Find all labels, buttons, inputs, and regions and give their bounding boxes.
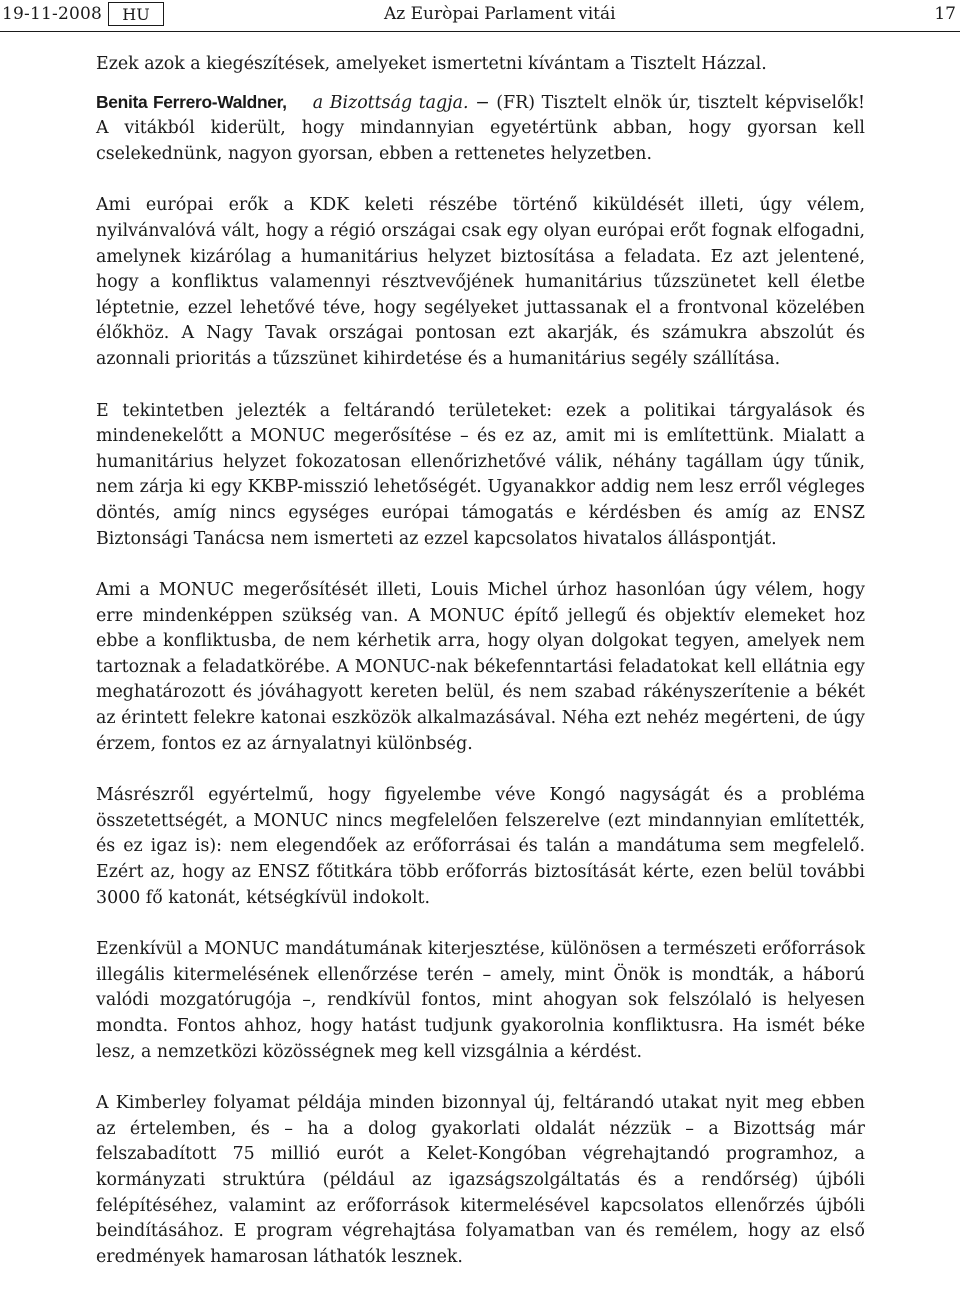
header-date: 19-11-2008 <box>2 4 103 24</box>
paragraph-congo-size: Másrészről egyértelmű, hogy figyelembe véve Kongó nagyságát és a probléma összetettségét, a MONUC nincs megfelelően felszerelve (ezt mindannyian említették, és ez igaz is): nem elegendőek az erőforrásai és talán a mandátuma sem megfelelő. Ezért az, hogy az ENSZ főtitkára több erőforrás biztosítását kérte, ezen belül további 3000 fő katonát, kétségkívül indokolt. <box>96 785 865 908</box>
header-rule <box>0 31 960 32</box>
paragraph-areas: E tekintetben jelezték a feltárandó területeket: ezek a politikai tárgyalások és mindenekelőtt a MONUC megerősítése – és ez az, amit mi is említettünk. Mialatt a humanitárius helyzet fokozatosan ellenőrizhetővé válik, néhány tagállam úgy tűnik, nem zárja ki egy KKBP-misszió lehetőségét. Ugyanakkor addig nem lesz erről végleges döntés, amíg nincs egységes európai támogatás e kérdésben és amíg az ENSZ Biztonsági Tanácsa nem ismerteti az ezzel kapcsolatos hivatalos álláspontját. <box>96 400 865 549</box>
paragraph-mandate-extension: Ezenkívül a MONUC mandátumának kiterjesztése, különösen a természeti erőforrások illegális kitermelésének ellenőrzése terén – amely, mint Önök is mondták, a háború valódi mozgatórugója –, rendkívül fontos, mint ahogyan sok felszólaló is helyesen mondta. Fontos ahhoz, hogy hatást tudjunk gyakorolnia konfliktusra. Ha ismét béke lesz, a nemzetközi közösségnek meg kell vizsgálnia a kérdést. <box>96 939 865 1062</box>
paragraph-speaker <box>96 90 865 168</box>
paragraph-kimberley: A Kimberley folyamat példája minden bizonnyal új, feltárandó utakat nyit meg ebben az értelemben, és – ha a dolog gyakorlati oldalát nézzük – a Bizottság már felszabadított 75 millió eurót a Kelet-Kongóban végrehajtandó programhoz, a kormányzati struktúra (például az igazságszolgáltatás és a rendőrség) újbóli felépítéséhez, valamint az erőforrások kitermelésével kapcsolatos ellenőrzés újbóli beindításához. E program végrehajtása folyamatban van és remélem, hogy az első eredmények hamarosan láthatók lesznek. <box>96 1093 865 1267</box>
paragraph-monuc-strengthening: Ami a MONUC megerősítését illeti, Louis Michel úrhoz hasonlóan úgy vélem, hogy erre mindenképpen szükség van. A MONUC építő jellegű és objektív elemeket hoz ebbe a konfliktusba, de nem kérhetik arra, hogy olyan dolgokat tegyen, amelyek nem tartoznak a feladatkörébe. A MONUC-nak békefenntartási feladatokat kell ellátnia egy meghatározott és jóváhagyott kereten belül, és nem szabad rákényszerítenie a békét az érintett felekre katonai eszközök alkalmazásával. Néha ezt nehéz megérteni, de úgy érzem, fontos ez az árnyalatnyi különbség. <box>96 580 865 754</box>
language-code-box: HU <box>108 2 164 26</box>
speaker-text: − (FR) Tisztelt elnök úr, tisztelt képviselők! A vitákból kiderült, hogy mindannyian egyetértünk abban, hogy gyorsan kell cselekednünk, nagyon gyorsan, ebben a rettenetes helyzetben. <box>96 92 866 164</box>
page-header <box>0 0 960 32</box>
speaker-role: a Bizottság tagja. <box>312 92 469 113</box>
journal-title: Az Euròpai Parlament vitái <box>384 4 616 24</box>
speaker-name: Benita Ferrero-Waldner, <box>96 91 287 112</box>
paragraph-intro: Ezek azok a kiegészítések, amelyeket ismertetni kívántam a Tisztelt Házzal. <box>96 54 767 74</box>
document-body <box>96 52 865 1296</box>
page-number: 17 <box>934 4 956 24</box>
paragraph-european-forces: Ami európai erők a KDK keleti részébe történő kiküldését illeti, úgy vélem, nyilvánvalóvá vált, hogy a régió országai csak egy olyan európai erőt fognak elfogadni, amelynek kizárólag a humanitárius helyzet biztosítása a feladata. Ez azt jelentené, hogy a konfliktus valamennyi résztvevőjének humanitárius tűzszünetet kell életbe léptetnie, ezzel lehetővé téve, hogy segélyeket juttassanak el a frontvonal közelében élőkhöz. A Nagy Tavak országai pontosan ezt akarják, és számukra abszolút és azonnali prioritás a tűzszünet kihirdetése és a humanitárius segély szállítása. <box>96 195 865 369</box>
